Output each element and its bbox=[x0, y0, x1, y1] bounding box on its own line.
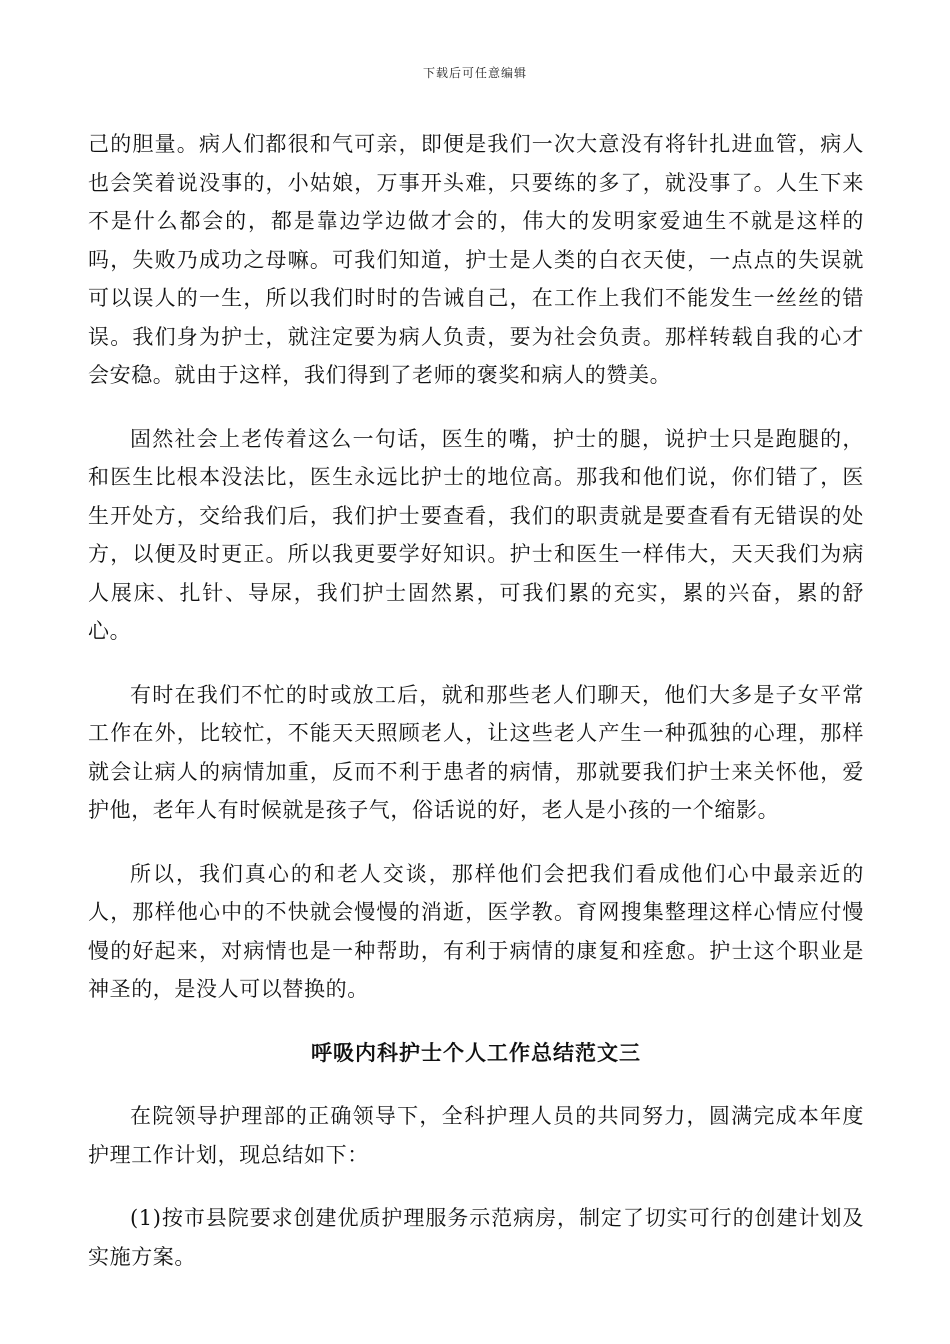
paragraph-1: 己的胆量。病人们都很和气可亲，即便是我们一次大意没有将针扎进血管，病人也会笑着说没事的，小姑娘，万事开头难，只要练的多了，就没事了。人生下来不是什么都会的，都是靠边学边做才会的，伟大的发明家爱迪生不就是这样的吗，失败乃成功之母嘛。可我们知道，护士是人类的白衣天使，一点点的失误就可以误人的一生，所以我们时时的告诫自己，在工作上我们不能发生一丝丝的错误。我们身为护士，就注定要为病人负责，要为社会负责。那样转载自我的心才会安稳。就由于这样，我们得到了老师的褒奖和病人的赞美。 bbox=[88, 132, 864, 387]
page-header: 下载后可任意编辑 bbox=[422, 66, 527, 80]
paragraph-3: 有时在我们不忙的时或放工后，就和那些老人们聊天，他们大多是子女平常工作在外，比较忙，不能天天照顾老人，让这些老人产生一种孤独的心理，那样就会让病人的病情加重，反而不利于患者的病情，那就要我们护士来关怀他，爱护他，老年人有时候就是孩子气，俗话说的好，老人是小孩的一个缩影。 bbox=[88, 682, 864, 822]
section-paragraph-1: 在院领导护理部的正确领导下，全科护理人员的共同努力，圆满完成本年度护理工作计划，现总结如下： bbox=[88, 1104, 864, 1167]
paragraph-2: 固然社会上老传着这么一句话，医生的嘴，护士的腿，说护士只是跑腿的，和医生比根本没法比，医生永远比护士的地位高。那我和他们说，你们错了，医生开处方，交给我们后，我们护士要查看，我们的职责就是要查看有无错误的处方，以便及时更正。所以我更要学好知识。护士和医生一样伟大，天天我们为病人展床、扎针、导尿，我们护士固然累，可我们累的充实，累的兴奋，累的舒心。 bbox=[88, 426, 864, 643]
section-title: 呼吸内科护士个人工作总结范文三 bbox=[311, 1039, 641, 1065]
section-paragraph-2: (1)按市县院要求创建优质护理服务示范病房，制定了切实可行的创建计划及实施方案。 bbox=[88, 1206, 864, 1269]
document-body bbox=[88, 125, 864, 1301]
paragraph-4: 所以，我们真心的和老人交谈，那样他们会把我们看成他们心中最亲近的人，那样他心中的不快就会慢慢的消逝，医学教。育网搜集整理这样心情应付慢慢的好起来，对病情也是一种帮助，有利于病情的康复和痊愈。护士这个职业是神圣的，是没人可以替换的。 bbox=[88, 861, 864, 1001]
